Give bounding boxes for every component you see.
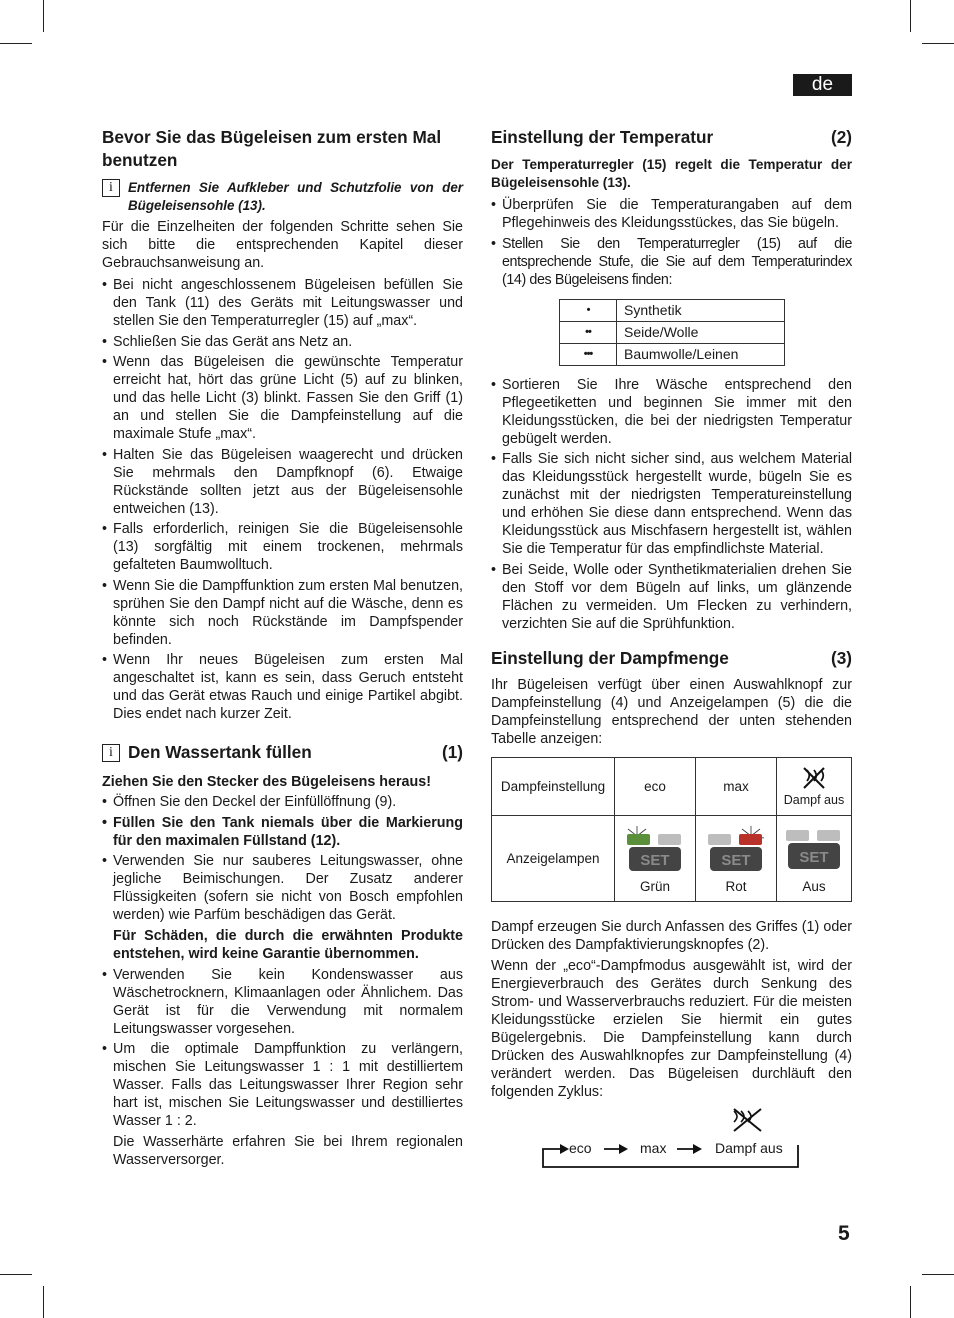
table-row bbox=[492, 815, 852, 901]
row-label: Anzeigelampen bbox=[492, 815, 615, 901]
table-row bbox=[560, 299, 785, 321]
cycle-step-eco: eco bbox=[569, 1139, 592, 1156]
steam-off-icon bbox=[801, 766, 827, 790]
crop-mark bbox=[43, 1286, 44, 1318]
dot-symbol: • bbox=[560, 299, 617, 321]
tank-section-header bbox=[102, 741, 463, 764]
list-item: • Sortieren Sie Ihre Wäsche entsprechend den Pflegeetiketten und beginnen Sie immer mit den Kleidungsstücken, die bei der niedrigsten Temperatur gebügelt werden. bbox=[491, 376, 852, 448]
list-item-bold: • Füllen Sie den Tank niemals über die Markierung für den maximalen Füllstand (12). bbox=[102, 814, 463, 850]
temperature-list bbox=[491, 196, 852, 289]
info-note bbox=[102, 179, 463, 214]
fabric-label: Synthetik bbox=[617, 299, 785, 321]
temperature-list-cont bbox=[491, 376, 852, 633]
list-item: • Wenn Sie die Dampffunktion zum ersten Mal benutzen, sprühen Sie den Dampf nicht auf die Wäsche, denn es könnte sich noch Rückstände im Dampfspender befinden. bbox=[102, 577, 463, 649]
crop-mark bbox=[910, 1286, 911, 1318]
fabric-label: Seide/Wolle bbox=[617, 321, 785, 343]
table-row bbox=[492, 757, 852, 815]
crop-mark bbox=[43, 0, 44, 32]
cycle-step-max: max bbox=[640, 1139, 667, 1156]
section-title-text: Einstellung der Temperatur bbox=[491, 127, 714, 147]
page-number: 5 bbox=[838, 1222, 850, 1245]
list-item: • Um die optimale Dampffunktion zu verlängern, mischen Sie Leitungswasser 1 : 1 mit destilliertem Wasser. Falls das Leitungswasser Ihrer Region sehr hart ist, mischen Sie Leitungswasser und destilliertes Wasser 1 : 2. bbox=[102, 1040, 463, 1130]
lamp-green-icon bbox=[625, 826, 685, 874]
list-item: • Bei Seide, Wolle oder Synthetikmaterialien drehen Sie den Stoff vor dem Bügeln auf links, um glänzende Flächen zu vermeiden. Um Flecken zu verhindern, verzichten Sie auf die Sprühfunktion. bbox=[491, 561, 852, 633]
list-item: • Verwenden Sie nur sauberes Leitungswasser, ohne jegliche Beimischungen. Der Zusatz anderer Flüssigkeiten (sofern sie nicht von Bosch empfohlen werden) wie Parfüm beschädigen das Gerät. bbox=[102, 852, 463, 924]
table-row bbox=[560, 343, 785, 365]
steam-table bbox=[491, 757, 852, 902]
steam-intro: Ihr Bügeleisen verfügt über einen Auswahlknopf zur Dampfeinstellung (4) und Anzeigelampen (5) die die Dampfeinstellung entsprechend der unten stehenden Tabelle anzeigen: bbox=[491, 676, 852, 747]
list-item: • Bei nicht angeschlossenem Bügeleisen befüllen Sie den Tank (11) des Geräts mit Leitungswasser und stellen Sie den Temperaturregler (15) auf „max“. bbox=[102, 276, 463, 330]
list-item: • Stellen Sie den Temperaturregler (15) auf die entsprechende Stufe, die Sie auf dem Temperaturindex (14) des Bügeleisens finden: bbox=[491, 235, 852, 289]
first-use-list bbox=[102, 276, 463, 723]
dot-symbol: ••• bbox=[560, 343, 617, 365]
language-badge: de bbox=[793, 74, 852, 96]
list-item: • Wenn das Bügeleisen die gewünschte Temperatur erreicht hat, hört das grüne Licht (5) auf zu blinken, und das helle Licht (3) blinkt. Fassen Sie den Griff (1) an und stellen Sie die Dampfeinstellung auf die maximale Stufe „max“. bbox=[102, 353, 463, 443]
mode-steam-off bbox=[777, 757, 852, 815]
info-icon: i bbox=[102, 179, 120, 197]
list-item: • Falls erforderlich, reinigen Sie die Bügeleisensohle (13) sorgfältig mit einem trockenen, mehrmals gefalteten Baumwolltuch. bbox=[102, 520, 463, 574]
steam-paragraph-1: Dampf erzeugen Sie durch Anfassen des Griffes (1) oder Drücken des Dampfaktivierungsknopfes (2). bbox=[491, 918, 852, 953]
crop-mark bbox=[0, 1274, 32, 1275]
row-label: Dampfeinstellung bbox=[492, 757, 615, 815]
list-item: • Öffnen Sie den Deckel der Einfüllöffnung (9). bbox=[102, 793, 463, 811]
info-icon: i bbox=[102, 744, 120, 762]
cycle-arrows bbox=[491, 1107, 852, 1181]
section-number: (3) bbox=[830, 647, 852, 668]
intro-paragraph: Für die Einzelheiten der folgenden Schritte sehen Sie sich bitte die entsprechenden Kapitel dieser Gebrauchsanweisung an. bbox=[102, 219, 463, 271]
section-title-first-use: Bevor Sie das Bügeleisen zum ersten Mal benutzen bbox=[102, 127, 442, 170]
fabric-label: Baumwolle/Leinen bbox=[617, 343, 785, 365]
water-hardness-note: Die Wasserhärte erfahren Sie bei Ihrem regionalen Wasserversorger. bbox=[113, 1133, 463, 1168]
warranty-note: Für Schäden, die durch die erwähnten Produkte entstehen, wird keine Garantie übernommen. bbox=[113, 927, 463, 962]
list-item: • Schließen Sie das Gerät ans Netz an. bbox=[102, 333, 463, 351]
tank-list-cont bbox=[102, 966, 463, 1131]
crop-mark bbox=[0, 43, 32, 44]
list-item: • Wenn Ihr neues Bügeleisen zum ersten Mal angeschaltet ist, kann es sein, dass Geruch entsteht und das Gerät etwas Rauch und einige Partikel abgibt. Dies endet nach kurzer Zeit. bbox=[102, 651, 463, 723]
tank-list bbox=[102, 793, 463, 924]
mode-label: Dampf aus bbox=[783, 792, 845, 807]
section-number: (1) bbox=[441, 742, 463, 762]
steam-cycle-diagram bbox=[491, 1107, 852, 1181]
section-title-water-tank bbox=[128, 741, 463, 764]
temperature-table bbox=[559, 299, 785, 366]
dot-symbol: •• bbox=[560, 321, 617, 343]
right-column bbox=[491, 126, 852, 1181]
svg-text:SET: SET bbox=[721, 852, 751, 869]
lamp-label: Aus bbox=[802, 879, 826, 894]
section-title-steam bbox=[491, 647, 852, 670]
crop-mark bbox=[910, 0, 911, 32]
mode-eco: eco bbox=[615, 757, 696, 815]
lamp-off-icon bbox=[784, 826, 844, 874]
crop-mark bbox=[922, 1274, 954, 1275]
svg-text:SET: SET bbox=[799, 849, 829, 866]
section-title-temperature bbox=[491, 126, 852, 149]
section-title-text: Einstellung der Dampfmenge bbox=[491, 647, 729, 668]
section-number: (2) bbox=[830, 127, 852, 147]
list-item: • Verwenden Sie kein Kondenswasser aus Wäschetrocknern, Klimaanlagen oder Ähnlichem. Das Gerät ist für die Verwendung mit normalem Leitungswasser vorgesehen. bbox=[102, 966, 463, 1038]
list-item: • Falls Sie sich nicht sicher sind, aus welchem Material das Kleidungsstück hergestellt wurde, bügeln Sie es zunächst mit der niedrigsten Temperatureinstellung und erhöhen Sie diese dann entsprechend. Wenn das Kleidungsstück aus Mischfasern hergestellt ist, wählen Sie die Temperatur für das empfindlichste Material. bbox=[491, 450, 852, 558]
lamp-label: Rot bbox=[725, 879, 747, 894]
lamp-red-icon bbox=[706, 826, 766, 874]
warning-subhead: Ziehen Sie den Stecker des Bügeleisens heraus! bbox=[102, 774, 431, 790]
steam-paragraph-2: Wenn der „eco“-Dampfmodus ausgewählt ist, wird der Energieverbrauch des Gerätes durch Senkung des Strom- und Wasserverbrauchs reduziert. Für die meisten Kleidungsstücke erzielen Sie hiermit ein gutes Bügelergebnis. Die Dampfeinstellung kann durch Drücken des Auswahlknopfes zur Dampfeinstellung (4) verändert werden. Das Bügeleisen durchläuft den folgenden Zyklus: bbox=[491, 957, 852, 1100]
mode-max: max bbox=[696, 757, 777, 815]
lamp-label: Grün bbox=[639, 879, 670, 894]
lamp-cell-green bbox=[615, 815, 696, 901]
lamp-cell-red bbox=[696, 815, 777, 901]
temperature-lead: Der Temperaturregler (15) regelt die Temperatur der Bügeleisensohle (13). bbox=[491, 157, 852, 190]
section-title-text: Den Wassertank füllen bbox=[128, 742, 312, 762]
lamp-cell-off bbox=[777, 815, 852, 901]
left-column bbox=[102, 126, 463, 1172]
note-text: Entfernen Sie Aufkleber und Schutzfolie von der Bügeleisensohle (13). bbox=[128, 180, 463, 213]
svg-text:SET: SET bbox=[640, 852, 670, 869]
table-row bbox=[560, 321, 785, 343]
crop-mark bbox=[922, 43, 954, 44]
list-item: • Überprüfen Sie die Temperaturangaben auf dem Pflegehinweis des Kleidungsstückes, das Sie bügeln. bbox=[491, 196, 852, 232]
list-item: • Halten Sie das Bügeleisen waagerecht und drücken Sie mehrmals den Dampfknopf (6). Etwaige Rückstände sollten jetzt aus der Bügeleisensohle entweichen (13). bbox=[102, 446, 463, 518]
cycle-step-steam-off: Dampf aus bbox=[715, 1139, 783, 1156]
